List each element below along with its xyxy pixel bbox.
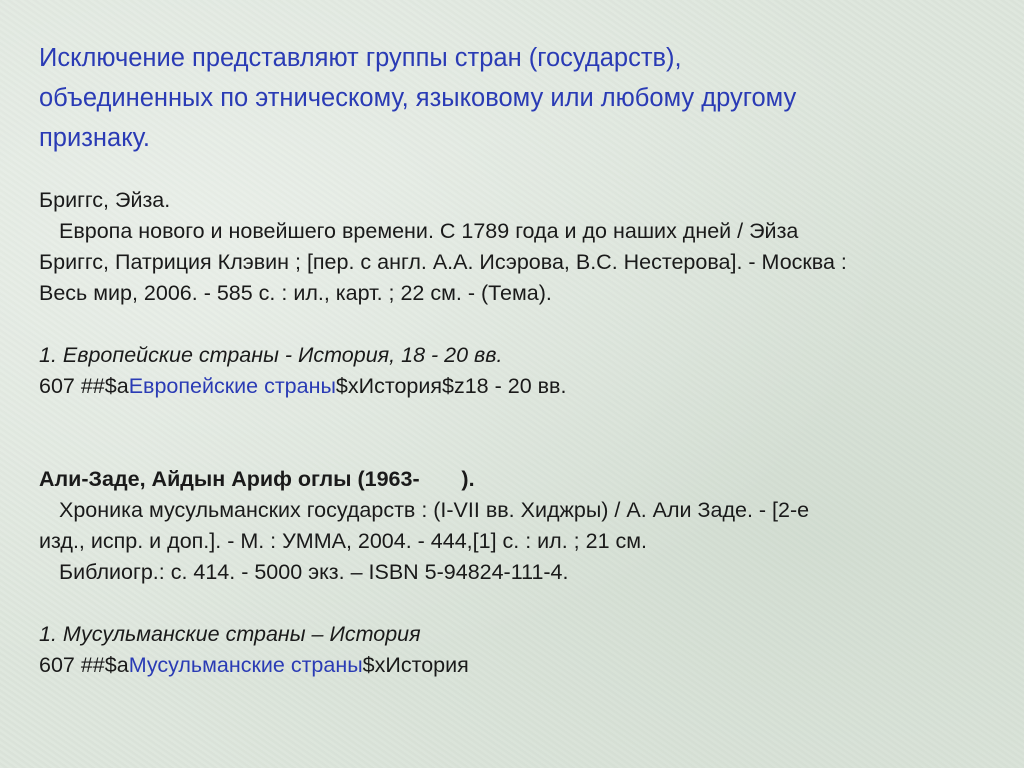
intro-line-2: объединенных по этническому, языковому или любому другому	[39, 84, 797, 112]
intro-paragraph	[39, 38, 999, 158]
record1-subject-link[interactable]: Европейские страны	[128, 374, 336, 398]
record1-field-prefix: 607 ##$a	[39, 374, 129, 398]
record2-line-3: Библиогр.: с. 414. - 5000 экз. – ISBN 5-94824-111-4.	[59, 560, 569, 584]
bibliographic-record-1	[39, 185, 999, 402]
record1-line-1: Европа нового и новейшего времени. С 1789 года и до наших дней / Эйза	[59, 219, 799, 243]
record2-description	[39, 495, 999, 588]
record1-line-2: Бриггс, Патриция Клэвин ; [пер. с англ. А.А. Исэрова, В.С. Нестерова]. - Москва :	[39, 250, 847, 274]
record2-line-2: изд., испр. и доп.]. - М. : УММА, 2004. - 444,[1] с. : ил. ; 21 см.	[39, 529, 648, 553]
record1-field-607	[39, 371, 999, 402]
bibliographic-record-2	[39, 464, 999, 681]
record2-field-prefix: 607 ##$a	[39, 653, 129, 677]
record2-subject-heading: 1. Мусульманские страны – История	[39, 622, 421, 646]
intro-line-1: Исключение представляют группы стран (государств),	[39, 44, 682, 72]
record1-subject-heading: 1. Европейские страны - История, 18 - 20 вв.	[39, 343, 503, 367]
record2-field-607	[39, 650, 999, 681]
record2-subject-link[interactable]: Мусульманские страны	[128, 653, 363, 677]
record1-author: Бриггс, Эйза.	[39, 188, 171, 212]
intro-line-3: признаку.	[39, 124, 150, 152]
slide-content	[39, 38, 999, 681]
record1-field-suffix: $xИстория$z18 - 20 вв.	[335, 374, 567, 398]
record2-field-suffix: $xИстория	[362, 653, 469, 677]
record1-description	[39, 216, 999, 309]
record2-author: Али-Заде, Айдын Ариф оглы (1963- ).	[39, 467, 475, 491]
record2-line-1: Хроника мусульманских государств : (I-VII вв. Хиджры) / А. Али Заде. - [2-е	[59, 498, 810, 522]
record1-line-3: Весь мир, 2006. - 585 с. : ил., карт. ; 22 см. - (Тема).	[39, 281, 552, 305]
